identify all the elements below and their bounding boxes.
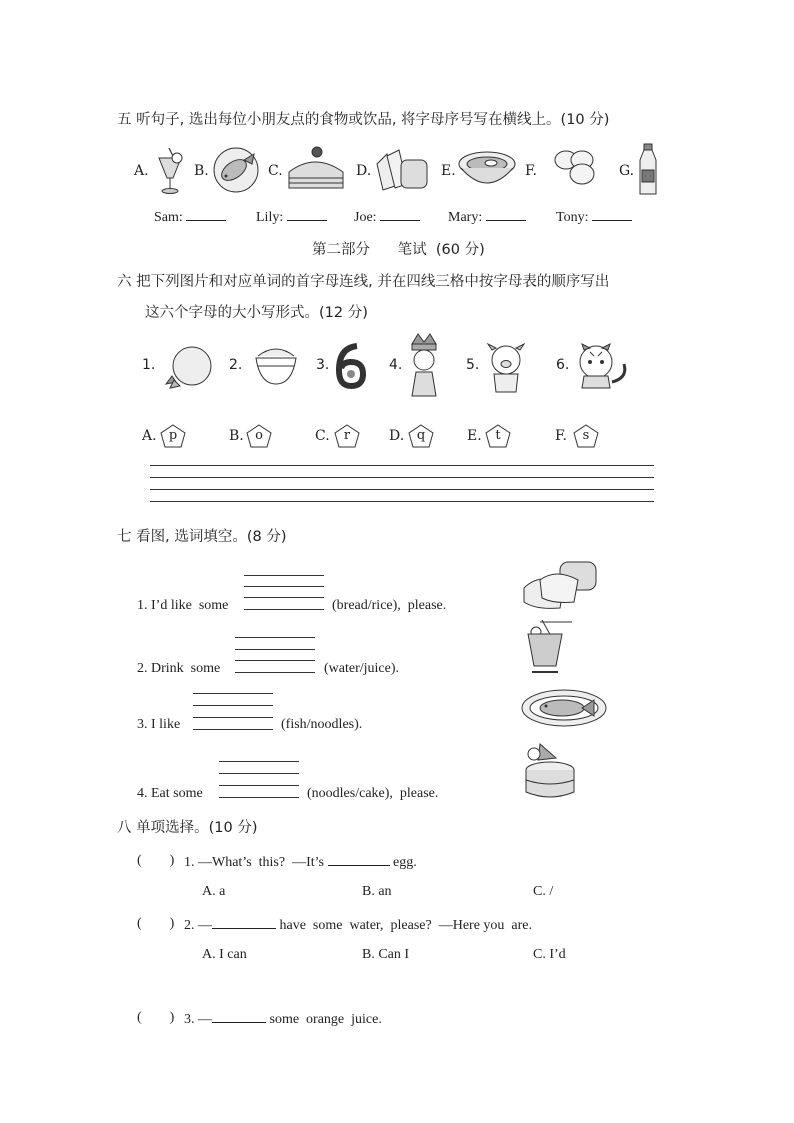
answer-blank[interactable] [186, 208, 226, 221]
question-1-option-b[interactable]: B. an [362, 884, 392, 899]
picture-number-1: 1. [142, 357, 156, 373]
picture-number-5: 5. [466, 357, 480, 373]
letter-label-e: E. [467, 428, 482, 444]
letter-label-a: A. [142, 428, 157, 444]
fill-item-4-suffix: (noodles/cake), please. [307, 786, 439, 801]
option-f-label: F. [525, 163, 537, 179]
option-d-label: D. [356, 163, 372, 179]
question-1-blank[interactable] [328, 853, 390, 866]
juice-glass-icon [522, 618, 576, 678]
tiger-icon [574, 342, 632, 390]
number-six-rabbit-icon [333, 340, 367, 392]
noodle-bowl-icon [455, 146, 519, 196]
answer-blank[interactable] [287, 208, 327, 221]
letter-pentagon-s[interactable]: s [573, 424, 599, 448]
fill-item-4-prefix: 4. Eat some [137, 786, 203, 801]
name-mary: Mary: [448, 208, 526, 226]
fill-item-3-prefix: 3. I like [137, 717, 181, 732]
section5-title: 五 听句子, 选出每位小朋友点的食物或饮品, 将字母序号写在横线上。(10 分) [117, 112, 610, 128]
picture-number-2: 2. [229, 357, 243, 373]
answer-blank[interactable] [592, 208, 632, 221]
letter-pentagon-o[interactable]: o [246, 424, 272, 448]
section8-title: 八 单项选择。(10 分) [117, 820, 258, 836]
letter-pentagon-t[interactable]: t [485, 424, 511, 448]
picture-number-4: 4. [389, 357, 403, 373]
option-a-label: A. [134, 163, 149, 179]
queen-icon [404, 330, 444, 398]
letter-pentagon-q[interactable]: q [408, 424, 434, 448]
option-b-label: B. [194, 163, 209, 179]
fish-plate-icon [210, 146, 262, 194]
question-2-stem: 2. — have some water, please? —Here you are. [184, 918, 532, 933]
letter-label-d: D. [389, 428, 405, 444]
question-1-stem: 1. —What’s this? —It’s egg. [184, 855, 417, 870]
letter-label-f: F. [555, 428, 567, 444]
section6-title-line2: 这六个字母的大小写形式。(12 分) [145, 305, 368, 321]
question-2-option-b[interactable]: B. Can I [362, 947, 410, 962]
question-3-answer-paren[interactable]: ( ) [137, 1010, 175, 1025]
question-3-stem: 3. — some orange juice. [184, 1012, 382, 1027]
cake-icon [520, 740, 582, 802]
eggs-icon [548, 146, 604, 188]
letter-pentagon-p[interactable]: p [160, 424, 186, 448]
fill-item-2-suffix: (water/juice). [324, 661, 400, 676]
name-joe: Joe: [354, 208, 420, 226]
name-sam: Sam: [154, 208, 226, 226]
fill-item-1-suffix: (bread/rice), please. [332, 598, 447, 613]
option-c-label: C. [268, 163, 283, 179]
answer-blank[interactable] [380, 208, 420, 221]
letter-pentagon-r[interactable]: r [334, 424, 360, 448]
question-2-option-a[interactable]: A. I can [202, 947, 247, 962]
juice-glass-icon [155, 144, 185, 196]
fill-item-2-prefix: 2. Drink some [137, 661, 221, 676]
fill-item-3-suffix: (fish/noodles). [281, 717, 363, 732]
question-1-option-a[interactable]: A. a [202, 884, 226, 899]
fish-plate-icon [520, 686, 608, 730]
question-2-answer-paren[interactable]: ( ) [137, 916, 175, 931]
option-g-label: G. [619, 163, 635, 179]
bread-icon [373, 146, 431, 192]
question-2-option-c[interactable]: C. I’d [533, 947, 566, 962]
picture-number-6: 6. [556, 357, 570, 373]
pig-icon [482, 342, 530, 394]
question-2-blank[interactable] [212, 916, 276, 929]
rice-bowl-icon [252, 344, 300, 388]
option-e-label: E. [441, 163, 456, 179]
bread-slices-icon [520, 558, 602, 612]
milk-bottle-icon [637, 142, 659, 198]
letter-label-b: B. [229, 428, 244, 444]
question-1-answer-paren[interactable]: ( ) [137, 853, 175, 868]
orange-icon [162, 342, 214, 392]
name-lily: Lily: [256, 208, 327, 226]
fill-item-1-prefix: 1. I’d like some [137, 598, 229, 613]
section7-title: 七 看图, 选词填空。(8 分) [117, 529, 287, 545]
picture-number-3: 3. [316, 357, 330, 373]
section6-title-line1: 六 把下列图片和对应单词的首字母连线, 并在四线三格中按字母表的顺序写出 [117, 274, 610, 290]
cake-icon [285, 144, 347, 194]
question-1-option-c[interactable]: C. / [533, 884, 554, 899]
question-3-blank[interactable] [212, 1010, 266, 1023]
name-tony: Tony: [556, 208, 632, 226]
part2-title: 第二部分 笔试 (60 分) [312, 242, 485, 258]
letter-label-c: C. [315, 428, 330, 444]
answer-blank[interactable] [486, 208, 526, 221]
